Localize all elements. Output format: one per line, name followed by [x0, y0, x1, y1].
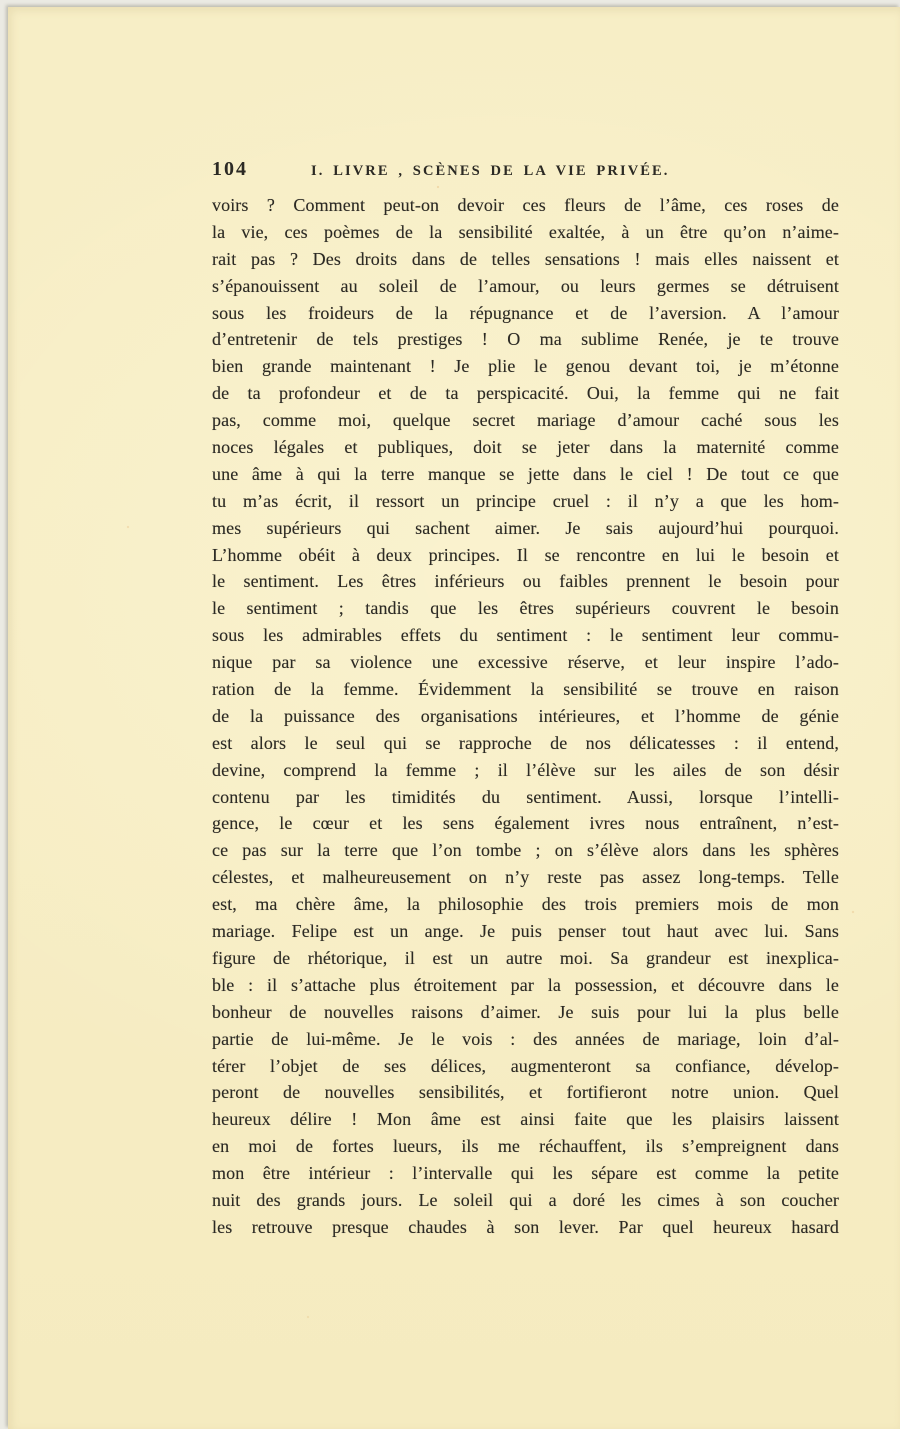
text-line: ce pas sur la terre que l’on tombe ; on s’élève alors dans les sphères [212, 840, 839, 861]
text-line: devine, comprend la femme ; il l’élève sur les ailes de son désir [212, 759, 839, 780]
text-line: partie de lui-même. Je le vois : des années de mariage, loin d’al- [212, 1028, 839, 1049]
text-line: bonheur de nouvelles raisons d’aimer. Je suis pour lui la plus belle [212, 1001, 839, 1022]
text-line: ble : il s’attache plus étroitement par la possession, et découvre dans le [212, 974, 839, 995]
text-line: une âme à qui la terre manque se jette dans le ciel ! De tout ce que [212, 463, 839, 484]
text-line: tu m’as écrit, il ressort un principe cruel : il n’y a que les hom- [212, 490, 839, 511]
text-line: célestes, et malheureusement on n’y reste pas assez long-temps. Telle [212, 867, 839, 888]
text-line: contenu par les timidités du sentiment. Aussi, lorsque l’intelli- [212, 786, 839, 807]
text-line: bien grande maintenant ! Je plie le genou devant toi, je m’étonne [212, 356, 839, 377]
text-line: les retrouve presque chaudes à son lever. Par quel heureux hasard [212, 1216, 839, 1237]
text-line: peront de nouvelles sensibilités, et fortifieront notre union. Quel [212, 1082, 839, 1103]
text-line: voirs ? Comment peut-on devoir ces fleurs de l’âme, ces roses de [212, 195, 839, 215]
text-line: sous les froideurs de la répugnance et de l’aversion. A l’amour [212, 302, 839, 323]
text-line: de ta profondeur et de ta perspicacité. Oui, la femme qui ne fait [212, 383, 839, 404]
text-line: d’entretenir de tels prestiges ! O ma sublime Renée, je te trouve [212, 329, 839, 350]
text-line: est, ma chère âme, la philosophie des trois premiers mois de mon [212, 894, 839, 915]
text-line: mariage. Felipe est un ange. Je puis penser tout haut avec lui. Sans [212, 921, 839, 942]
page-number: 104 [212, 158, 248, 180]
running-header: I. LIVRE , SCÈNES DE LA VIE PRIVÉE. [311, 163, 670, 179]
text-line: rait pas ? Des droits dans de telles sensations ! mais elles naissent et [212, 248, 839, 269]
text-line: pas, comme moi, quelque secret mariage d’amour caché sous les [212, 410, 839, 431]
text-line: mes supérieurs qui sachent aimer. Je sais aujourd’hui pourquoi. [212, 517, 839, 538]
text-line: mon être intérieur : l’intervalle qui les sépare est comme la petite [212, 1163, 839, 1184]
book-page [8, 7, 900, 1429]
text-line: figure de rhétorique, il est un autre moi. Sa grandeur est inexplica- [212, 947, 839, 968]
text-line: en moi de fortes lueurs, ils me réchauffent, ils s’empreignent dans [212, 1136, 839, 1157]
text-line: est alors le seul qui se rapproche de nos délicatesses : il entend, [212, 732, 839, 753]
text-line: nuit des grands jours. Le soleil qui a doré les cimes à son coucher [212, 1189, 839, 1210]
text-line: heureux délire ! Mon âme est ainsi faite que les plaisirs laissent [212, 1109, 839, 1130]
text-line: gence, le cœur et les sens également ivres nous entraînent, n’est- [212, 813, 839, 834]
text-line: sous les admirables effets du sentiment : le sentiment leur commu- [212, 625, 839, 646]
text-line: L’homme obéit à deux principes. Il se rencontre en lui le besoin et [212, 544, 839, 565]
text-line: noces légales et publiques, doit se jeter dans la maternité comme [212, 437, 839, 458]
text-line: la vie, ces poèmes de la sensibilité exaltée, à un être qu’on n’aime- [212, 221, 839, 242]
text-line: nique par sa violence une excessive réserve, et leur inspire l’ado- [212, 652, 839, 673]
text-line: s’épanouissent au soleil de l’amour, ou leurs germes se détruisent [212, 275, 839, 296]
body-text [212, 192, 839, 1241]
text-line: ration de la femme. Évidemment la sensibilité se trouve en raison [212, 679, 839, 700]
text-line: le sentiment. Les êtres inférieurs ou faibles prennent le besoin pour [212, 571, 839, 592]
text-line: térer l’objet de ses délices, augmenteront sa confiance, dévelop- [212, 1055, 839, 1076]
text-line: le sentiment ; tandis que les êtres supérieurs couvrent le besoin [212, 598, 839, 619]
text-line: de la puissance des organisations intérieures, et l’homme de génie [212, 705, 839, 726]
